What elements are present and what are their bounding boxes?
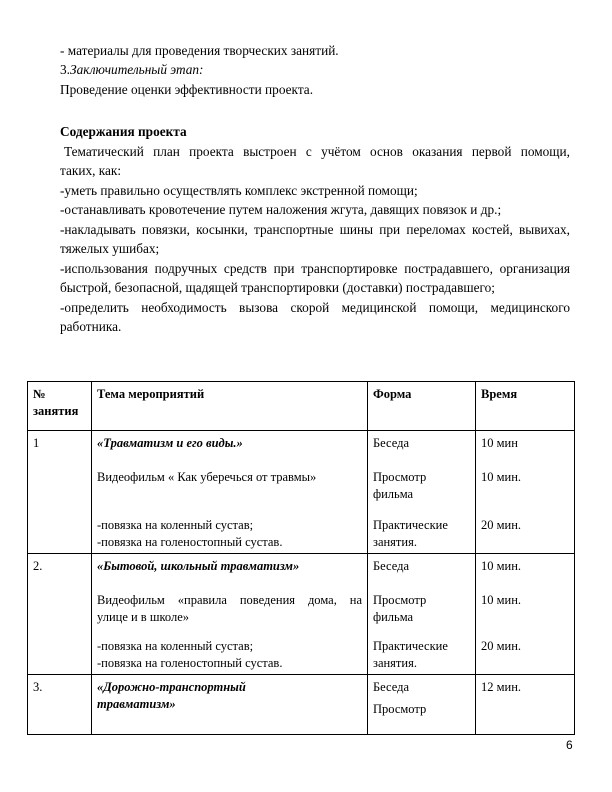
row-form-3b: занятия. [373, 656, 417, 670]
header-time: Время [476, 382, 575, 431]
bullet-4-line-2: быстрой, безопасной, щадящей транспортировки (доставки) пострадавшего; [60, 280, 495, 295]
word: повязки, [141, 222, 190, 237]
row-number: 1 [28, 431, 92, 554]
word: медицинского [490, 300, 570, 315]
word: косынки, [196, 222, 248, 237]
word: с [305, 144, 312, 159]
stage-number: 3. [60, 62, 70, 77]
row-video: Видеофильм « Как уберечься от травмы» [97, 470, 317, 484]
row-form-2a: Просмотр [373, 702, 427, 716]
thematic-plan-table [27, 381, 575, 735]
word: основ [370, 144, 403, 159]
final-stage-line [60, 60, 570, 79]
row-form-3a: Практические [373, 639, 448, 653]
paragraph-line-2: таких, как: [60, 163, 122, 178]
word: организация [499, 261, 570, 276]
word: средств [223, 261, 267, 276]
row-topic-cell [92, 431, 368, 554]
paragraph-line-1 [64, 142, 570, 161]
bullet-4-line-1 [60, 259, 570, 278]
row-form-cell [368, 554, 476, 675]
bullet-3-line-2: тяжелых ушибах; [60, 241, 160, 256]
stage-title: Заключительный этап: [69, 62, 204, 77]
word: транспортировке [301, 261, 398, 276]
page-number: 6 [566, 738, 573, 752]
word: переломах [406, 222, 466, 237]
row-time-cell [476, 431, 575, 554]
bullet-5-line-2: работника. [60, 319, 122, 334]
row-video-line-2: улице и в школе» [97, 610, 190, 624]
word: выстроен [243, 144, 297, 159]
row-video-line-1: Видеофильм «правила поведения дома, на [97, 593, 362, 607]
word: костей, [471, 222, 513, 237]
word: при [273, 261, 295, 276]
word: -накладывать [60, 222, 136, 237]
row-bandage-2: -повязка на голеностопный сустав. [97, 535, 283, 549]
row-topic-cell [92, 675, 368, 735]
row-form-3a: Практические [373, 518, 448, 532]
bullet-3-line-1 [60, 220, 570, 239]
row-form-cell [368, 431, 476, 554]
evaluation-line: Проведение оценки эффективности проекта. [60, 82, 314, 97]
word: план [153, 144, 180, 159]
row-topic-title-line-2: травматизм» [97, 697, 176, 711]
word: вывихах, [518, 222, 570, 237]
section-heading: Содержания проекта [60, 124, 187, 139]
word: первой [471, 144, 512, 159]
word: пострадавшего, [404, 261, 493, 276]
word: оказания [412, 144, 463, 159]
word: транспортные [253, 222, 334, 237]
bullet-1: -уметь правильно осуществлять комплекс экстренной помощи; [60, 183, 418, 198]
row-number: 2. [28, 554, 92, 675]
table-row [28, 554, 575, 675]
word: проекта [189, 144, 234, 159]
row-bandage-1: -повязка на коленный сустав; [97, 518, 254, 532]
word: шины [339, 222, 374, 237]
row-form-1: Беседа [373, 680, 410, 694]
word: скорой [290, 300, 330, 315]
header-number-label: занятия [33, 404, 79, 418]
header-number [28, 382, 92, 431]
table-row [28, 431, 575, 554]
word: при [379, 222, 401, 237]
row-bandage-1: -повязка на коленный сустав; [97, 639, 254, 653]
header-number-symbol: № [33, 387, 46, 401]
word: помощи, [520, 144, 570, 159]
row-time-cell [476, 554, 575, 675]
word: медицинской [341, 300, 417, 315]
row-topic-title: «Бытовой, школьный травматизм» [97, 559, 300, 573]
row-time-3: 20 мин. [481, 518, 522, 532]
row-time-1: 10 мин. [481, 559, 522, 573]
word: вызова [239, 300, 279, 315]
word: подручных [154, 261, 218, 276]
word: учётом [321, 144, 361, 159]
table-row [28, 675, 575, 735]
row-time-cell [476, 675, 575, 735]
word: -определить [60, 300, 129, 315]
row-topic-title-line-1: «Дорожно-транспортный [97, 680, 246, 694]
row-time-2: 10 мин. [481, 593, 522, 607]
word: помощи, [428, 300, 479, 315]
row-form-2a: Просмотр [373, 470, 427, 484]
row-form-3b: занятия. [373, 535, 417, 549]
bullet-2: -останавливать кровотечение путем наложения жгута, давящих повязок и др.; [60, 202, 502, 217]
row-form-cell [368, 675, 476, 735]
word: необходимость [141, 300, 227, 315]
word: -использования [60, 261, 148, 276]
row-form-2a: Просмотр [373, 593, 427, 607]
row-time-3: 20 мин. [481, 639, 522, 653]
row-time-2: 10 мин. [481, 470, 522, 484]
row-form-1: Беседа [373, 559, 410, 573]
row-form-2b: фильма [373, 610, 414, 624]
word: Тематический [64, 144, 144, 159]
row-topic-title: «Травматизм и его виды.» [97, 436, 243, 450]
materials-line: - материалы для проведения творческих занятий. [60, 43, 339, 58]
row-topic-cell [92, 554, 368, 675]
row-form-2b: фильма [373, 487, 414, 501]
table-header-row [28, 382, 575, 431]
row-form-1: Беседа [373, 436, 410, 450]
row-bandage-2: -повязка на голеностопный сустав. [97, 656, 283, 670]
bullet-5-line-1 [60, 298, 570, 317]
header-topic: Тема мероприятий [92, 382, 368, 431]
row-number: 3. [28, 675, 92, 735]
row-time-1: 12 мин. [481, 680, 522, 694]
header-form: Форма [368, 382, 476, 431]
row-time-1: 10 мин [481, 436, 518, 450]
